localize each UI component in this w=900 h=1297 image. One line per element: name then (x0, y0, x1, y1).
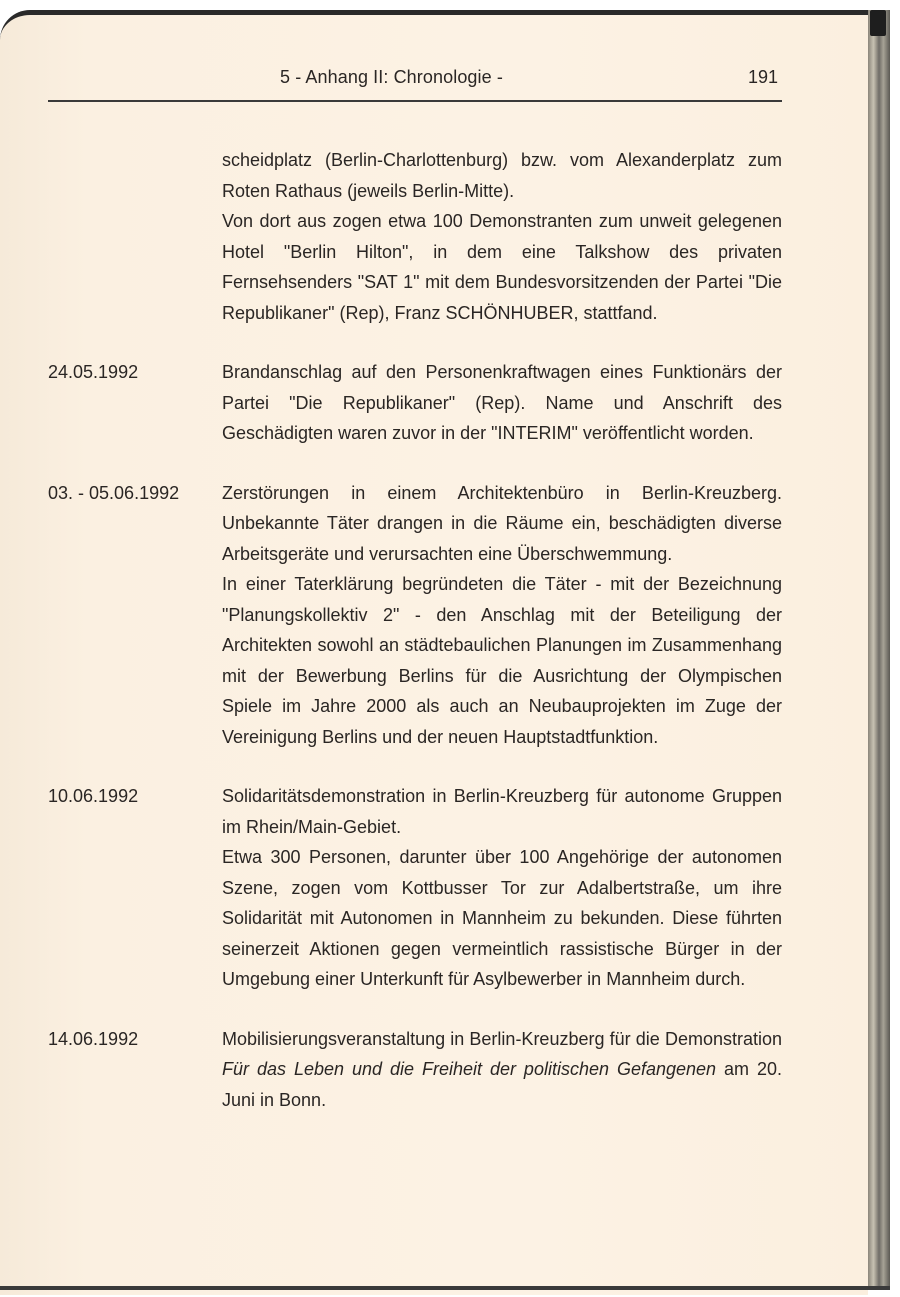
entry-date: 14.06.1992 (48, 1028, 139, 1049)
entry-paragraph: Etwa 300 Personen, darunter über 100 Angehörige der autonomen Szene, zogen vom Kottbusser Tor zur Adalbertstraße, um ihre Solidarität mit Autonomen in Mannheim zu bekunden. Diese führten seinerzeit Aktionen gegen vermeintlich rassistische Bürger in der Umgebung einer Unterkunft für Asylbewerber in Mannheim durch. (222, 847, 782, 989)
page-number: 191 (747, 67, 778, 87)
entry-paragraph: Zerstörungen in einem Architektenbüro in Berlin-Kreuzberg. Unbekannte Täter drangen in die Räume ein, beschädigten diverse Arbeitsgeräte und verursachten eine Überschwemmung. (222, 482, 782, 564)
entry-text (222, 781, 782, 995)
entry-date: 10.06.1992 (48, 786, 139, 806)
page-bottom-edge (0, 1286, 890, 1290)
chronology-entry-continued (48, 145, 782, 328)
italic-title: Für das Leben und die Freiheit der politischen Gefangenen (222, 1059, 717, 1079)
page-stack-edge (868, 10, 890, 1290)
entry-paragraph: In einer Taterklärung begründeten die Täter - mit der Bezeichnung "Planungskollektiv 2" - den Anschlag mit der Beteiligung der Architekten sowohl an städtebaulichen Planungen im Zusammenhang mit der Bewerbung Berlins für die Ausrichtung der Olympischen Spiele im Jahre 2000 als auch an Neubauprojekten im Zuge der Vereinigung Berlins und der neuen Hauptstadtfunktion. (222, 574, 782, 747)
entry-text (222, 357, 782, 449)
entry-date: 03. - 05.06.1992 (48, 482, 180, 503)
entry-text (222, 1024, 782, 1116)
entry-date: 24.05.1992 (48, 362, 139, 382)
chronology-content (48, 145, 782, 1144)
entry-paragraph: scheidplatz (Berlin-Charlottenburg) bzw. vom Alexanderplatz zum Roten Rathaus (jeweils Berlin-Mitte). (222, 150, 782, 201)
chapter-title: 5 - Anhang II: Chronologie - (280, 67, 503, 87)
text-run: Mobilisierungsveranstaltung in Berlin-Kreuzberg für die Demonstration (222, 1028, 782, 1049)
chronology-entry (48, 1024, 782, 1116)
entry-paragraph: Von dort aus zogen etwa 100 Demonstranten zum unweit gelegenen Hotel "Berlin Hilton", in dem eine Talkshow des privaten Fernsehsenders "SAT 1" mit dem Bundesvorsitzenden der Partei "Die Republikaner" (Rep), Franz SCHÖNHUBER, stattfand. (222, 211, 782, 323)
chronology-entry (48, 357, 782, 449)
entry-paragraph: Solidaritätsdemonstration in Berlin-Kreuzberg für autonome Gruppen im Rhein/Main-Gebiet. (222, 786, 782, 837)
entry-text (222, 145, 782, 328)
entry-paragraph: Brandanschlag auf den Personenkraftwagen eines Funktionärs der Partei "Die Republikaner" (Rep). Name und Anschrift des Geschädigten waren zuvor in der "INTERIM" veröffentlicht worden. (222, 362, 782, 443)
chronology-entry (48, 478, 782, 753)
running-header (48, 60, 782, 102)
text-run: am 20. Juni in Bonn. (222, 1059, 783, 1110)
chronology-entry (48, 781, 782, 995)
entry-date (48, 145, 222, 328)
entry-paragraph (222, 1024, 782, 1116)
entry-text (222, 478, 782, 753)
